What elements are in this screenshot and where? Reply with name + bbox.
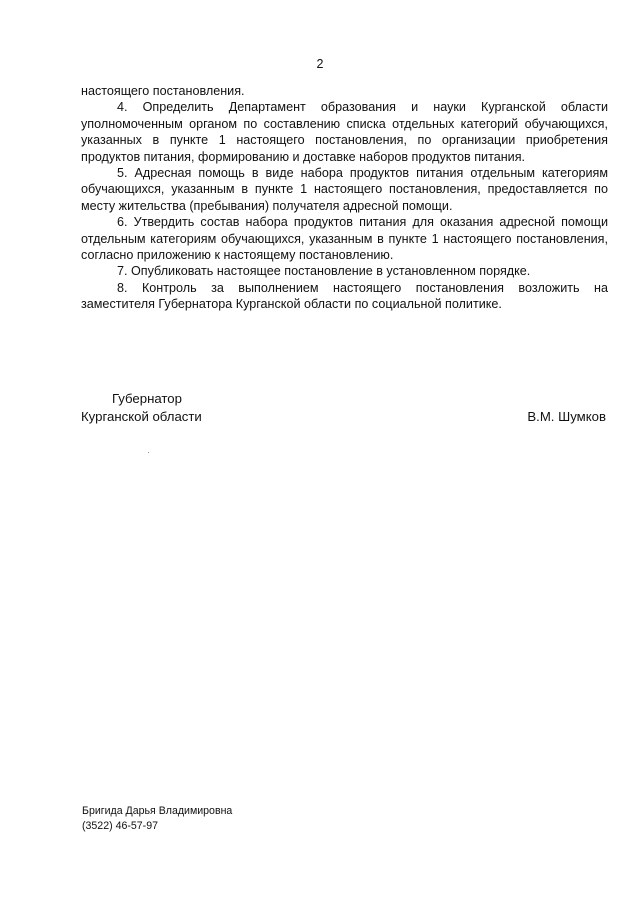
paragraph-item-7: 7. Опубликовать настоящее постановление в установленном порядке. — [117, 264, 531, 279]
paragraph-item-5: 5. Адресная помощь в виде набора продуктов питания отдельным категориям обучающихся, указанным в пункте 1 настоящего постановления, предоставляется по месту жительства (пребывания) получателя адресной помощи. — [81, 166, 608, 213]
signatory-name: В.М. Шумков — [527, 409, 606, 424]
paragraph-item-4: 4. Определить Департамент образования и науки Курганской области уполномоченным органом по составлению списка отдельных категорий обучающихся, указанных в пункте 1 настоящего постановления, по организации приобретения продуктов питания, формированию и доставке наборов продуктов питания. — [81, 100, 608, 164]
document-body — [81, 83, 608, 313]
paragraph-item-8: 8. Контроль за выполнением настоящего постановления возложить на заместителя Губернатора Курганской области по социальной политике. — [81, 280, 608, 312]
signatory-title-line2: Курганской области — [81, 409, 202, 424]
executor-name: Бригида Дарья Владимировна — [82, 805, 233, 817]
scan-speck — [148, 452, 149, 453]
executor-phone: (3522) 46-57-97 — [82, 820, 158, 832]
paragraph-continuation: настоящего постановления. — [81, 84, 245, 98]
signatory-title-line1: Губернатор — [112, 391, 182, 406]
page-number: 2 — [316, 57, 324, 71]
paragraph-item-6: 6. Утвердить состав набора продуктов питания для оказания адресной помощи отдельным категориям обучающихся, указанным в пункте 1 настоящего постановления, согласно приложению к настоящему постановлению. — [81, 215, 608, 263]
